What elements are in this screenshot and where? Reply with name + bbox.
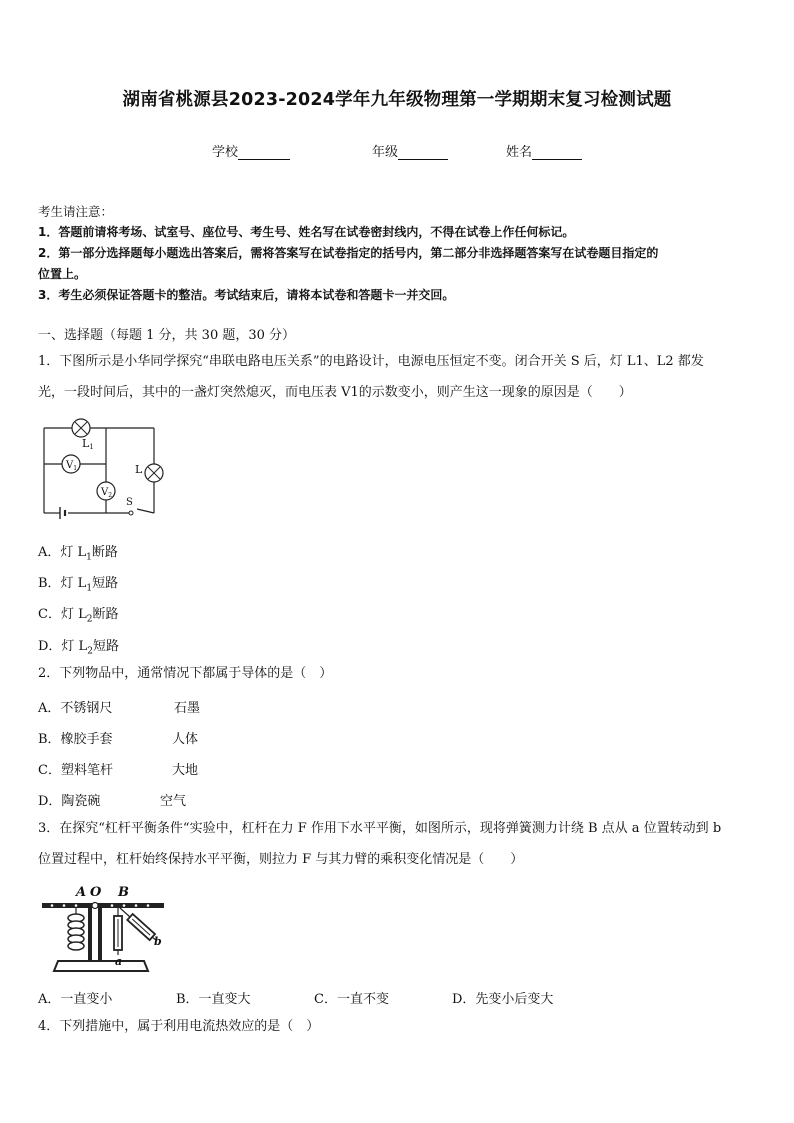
q3-option-a[interactable]: A．一直变小 [38,992,113,1007]
weights-icon [68,914,84,950]
grade-blank[interactable] [398,145,448,160]
point-b-label: B [118,885,129,900]
school-field[interactable] [212,141,290,160]
q1-option-b[interactable] [38,572,118,594]
q2-option-b-second: 人体 [172,732,199,747]
q1-option-a-tail: 断路 [91,545,118,560]
position-a-label: a [115,955,123,968]
q1-stem-line2: 光，一段时间后，其中的一盏灯突然熄灭，而电压表 V1的示数变小，则产生这一现象的原因是（ ） [38,385,632,400]
q2-option-a-second: 石墨 [174,701,201,716]
notice-item-2: 2．第一部分选择题每小题选出答案后，需将答案写在试卷指定的括号内，第二部分非选择题答案写在试卷题目指定的 [38,246,659,260]
q1-option-c-text: C．灯 L [38,607,87,622]
grade-field[interactable] [372,141,448,160]
q2-option-a[interactable]: A．不锈钢尺 [38,701,113,716]
school-blank[interactable] [238,145,290,160]
q2-stem: 2．下列物品中，通常情况下都属于导体的是（ ） [38,666,333,681]
grade-label: 年级 [372,145,399,160]
circuit-diagram [36,416,166,520]
position-b-label: b [154,935,162,948]
q1-option-c[interactable] [38,603,118,625]
section-heading: 一、选择题（每题 1 分，共 30 题，30 分） [38,328,296,343]
q1-option-c-sub: 2 [86,614,93,625]
q1-option-b-tail: 短路 [92,576,119,591]
q1-option-c-tail: 断路 [92,607,119,622]
spring-scale-vertical-icon [114,908,122,955]
notice-item-2-cont: 位置上。 [38,267,87,281]
q2-option-b[interactable]: B．橡胶手套 [38,732,113,747]
page-title: 湖南省桃源县2023-2024学年九年级物理第一学期期末复习检测试题 [122,90,672,110]
spring-scale-tilted-icon [120,908,156,940]
q2-option-d-second: 空气 [160,794,187,809]
q3-stem-line2: 位置过程中，杠杆始终保持水平平衡，则拉力 F 与其力臂的乘积变化情况是（ ） [38,852,524,867]
l1-label: L [82,437,90,450]
q1-option-d-sub: 2 [87,646,93,657]
q4-stem: 4．下列措施中，属于利用电流热效应的是（ ） [38,1019,320,1034]
q2-option-c[interactable]: C．塑料笔杆 [38,763,113,778]
q1-option-b-sub: 1 [86,583,93,594]
lamp-l2-icon [145,464,163,482]
q1-option-a-text: A．灯 L [38,545,87,560]
l2-label: L [135,463,143,476]
school-label: 学校 [212,145,239,160]
v2-subscript: 2 [108,492,113,499]
notice-item-1: 1．答题前请将考场、试室号、座位号、考生号、姓名写在试卷密封线内，不得在试卷上作任何标记。 [38,225,575,239]
q1-option-b-text: B．灯 L [38,576,87,591]
q3-option-c[interactable]: C．一直不变 [314,992,389,1007]
notice-heading: 考生请注意： [38,204,114,219]
notice-item-3: 3．考生必须保证答题卡的整洁。考试结束后，请将本试卷和答题卡一并交回。 [38,288,455,302]
lamp-l1-icon [72,419,90,437]
l1-subscript: 1 [89,443,94,451]
q3-stem-line1: 3．在探究“杠杆平衡条件“实验中，杠杆在力 F 作用下水平平衡，如图所示，现将弹簧测力计绕 B 点从 a 位置转动到 b [38,821,722,836]
q1-option-a-sub: 1 [86,552,92,563]
name-field[interactable] [506,141,582,160]
switch-label: S [126,497,133,508]
v1-symbol: V [66,460,74,471]
q2-option-c-second: 大地 [172,763,199,778]
name-blank[interactable] [532,145,582,160]
q3-option-d[interactable]: D．先变小后变大 [452,992,554,1007]
q1-option-d-text: D．灯 L [38,639,88,654]
q2-option-d[interactable]: D．陶瓷碗 [38,794,101,809]
v2-symbol: V [101,487,109,498]
svg-text:L1 [82,437,94,451]
q3-option-b[interactable]: B．一直变大 [176,992,251,1007]
q1-option-d[interactable] [38,635,119,657]
name-label: 姓名 [506,145,533,160]
point-o-label: O [90,885,102,900]
lever-diagram [38,883,168,975]
v1-subscript: 1 [73,465,78,472]
q1-option-a[interactable] [38,541,118,563]
q1-option-d-tail: 短路 [92,639,119,654]
q1-stem-line1: 1．下图所示是小华同学探究“串联电路电压关系”的电路设计，电源电压恒定不变。闭合开关 S 后，灯 L1、L2 都发 [38,354,704,369]
point-a-label: A [76,885,87,900]
